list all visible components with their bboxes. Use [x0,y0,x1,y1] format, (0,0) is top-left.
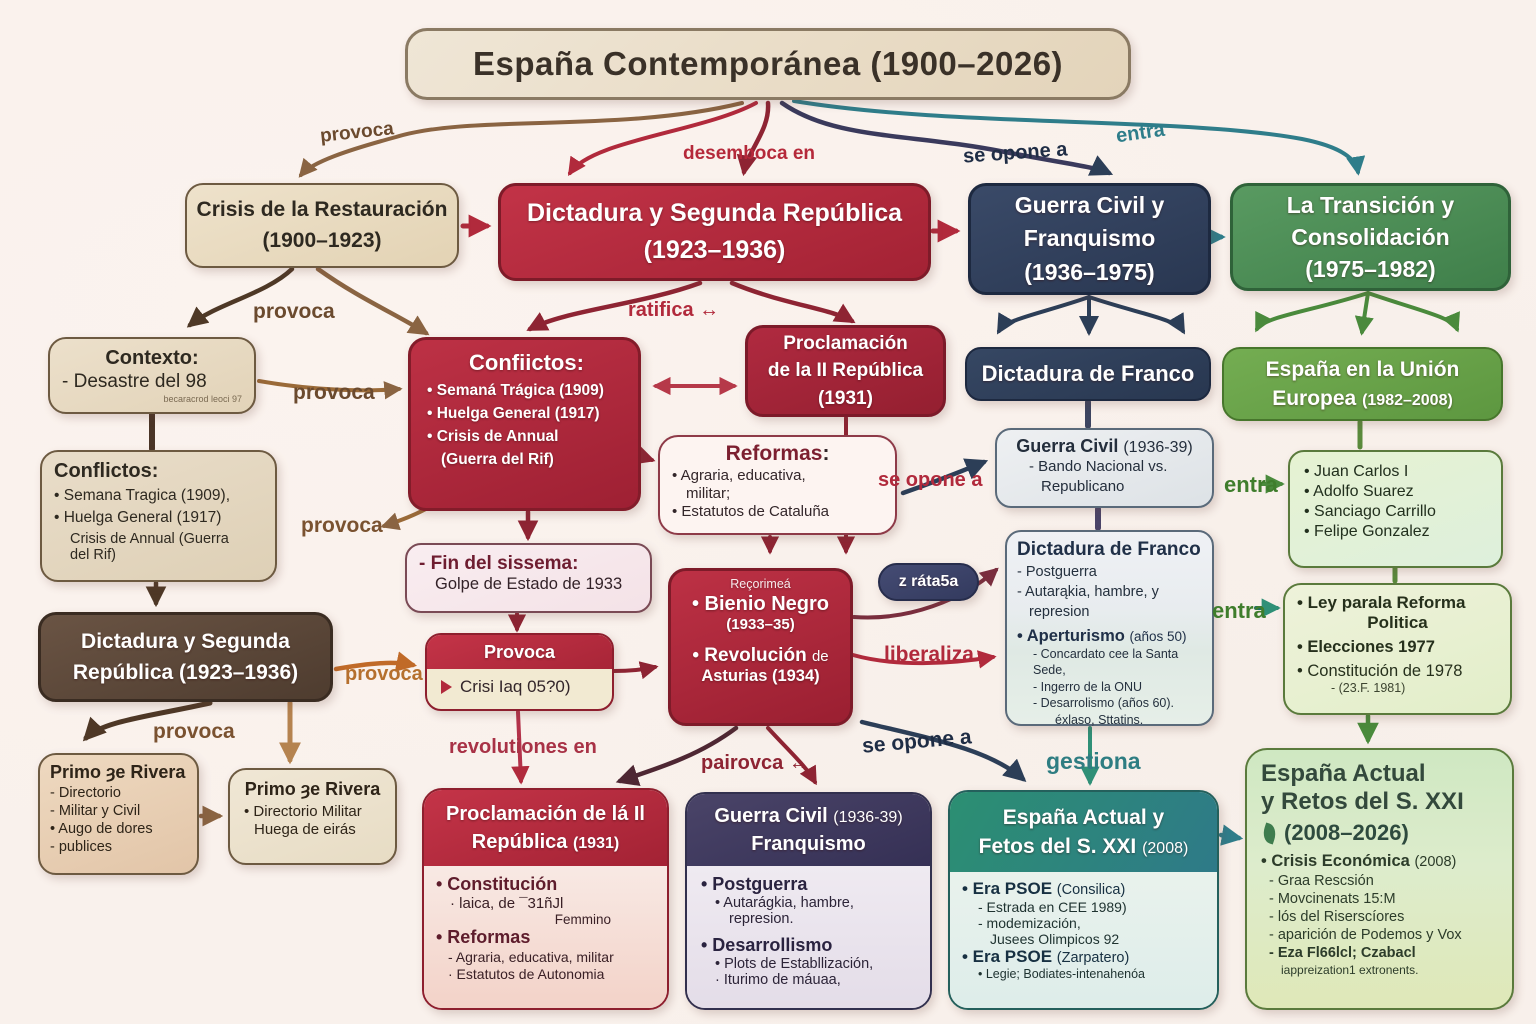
node-provoca-crisis [425,633,614,711]
node-subitem: - (23.F. 1981) [1331,681,1406,695]
node-body [687,866,930,1010]
node-espana-actual-teal [948,790,1219,1010]
node-subtitle: • Desarrollismo [701,935,833,955]
list-item: • Crisis de Annual [427,428,559,445]
bullet-list [1261,873,1498,977]
edge-label-se-opone-a: se opone a [962,138,1069,168]
node-line: (1900–1923) [262,228,382,252]
list-item: · Estatutos de Autonomia [448,966,605,982]
bullet-list [54,487,263,563]
list-item: - Agraria, educativa, militar [448,949,614,965]
node-subtitle: • Constitución [436,874,558,894]
list-item: - Graa Rescsión [1269,873,1374,889]
node-guerra-civil-franquismo [968,183,1211,295]
bullet-list [672,467,883,520]
node-title: Contexto: [105,347,199,369]
node-line: Europea (1982–2008) [1272,387,1453,410]
node-header: Guerra Civil (1936-39) Franquismo [687,794,930,866]
node-lideres-transicion [1288,450,1503,568]
node-title: Conflictos: [54,460,159,482]
node-subtitle: • Postguerra [701,874,808,894]
list-item: • Semaná Trágica (1909) [427,382,604,399]
bullet-list [1304,463,1487,541]
list-item: - Concardato cee la Santa Sede, [1033,647,1179,677]
bullet-list [701,956,916,988]
node-line: y Retos del S. XXI [1261,788,1464,815]
node-title: - Fin del sissema: [419,553,579,574]
node-title: Dictadura de Franco [981,361,1195,386]
bullet-list [701,895,916,927]
edge-label-pairovca: pairovca ↔ [701,752,809,774]
list-item: iappreization1 extronents. [1281,963,1419,977]
edge-label-gestiona: gestiona [1046,748,1141,774]
edge-label-ratifica: ratifica ↔ [628,299,720,321]
edge-label-se-opone-a: se opone a [878,469,983,491]
edge-pill-rata5a: z ráta5a [878,563,979,601]
node-conflictos [40,450,277,582]
leaf-icon [1260,822,1278,844]
node-line: • Bienio Negro [691,593,829,615]
bullet-list [1017,563,1202,621]
edge-label-provoca: provoca [345,663,423,685]
list-item: Crisis de Annual (Guerra [70,531,229,547]
list-item: - Autarąkia, hambre, y [1017,584,1159,601]
list-item: - lós del Riserscíores [1269,909,1405,925]
node-item: Golpe de Estado de 1933 [435,575,623,593]
list-item: (Guerra del Rif) [441,451,554,468]
list-item: - publices [50,839,113,855]
node-subitem: Femmino [554,912,611,927]
list-item: - Estrada en CEE 1989) [978,899,1127,915]
node-line: España en la Unión [1265,357,1460,381]
edge-label-entra: entra [1224,472,1278,497]
bullet-list [50,785,187,855]
node-subtitle: • Reformas [436,927,531,947]
node-item: - Desastre del 98 [62,371,207,392]
node-subtitle: • Aperturismo (años 50) [1017,627,1187,646]
fine-print: becaracrod leoci 97 [163,394,242,404]
node-bienio-negro [668,568,853,726]
node-primo-de-rivera-2 [228,768,397,865]
list-item: del Rif) [70,547,116,563]
node-line: Consolidación [1291,223,1450,250]
node-body [950,872,1217,1010]
edge-label-liberaliza: liberaliza [884,643,974,666]
list-item: • Sanciago Carrillo [1304,503,1436,520]
node-line: (1933–35) [726,616,795,633]
list-item: - aparición de Podemos y Vox [1269,927,1462,943]
node-fin-del-sistema [405,543,652,613]
node-title: Guerra Civil (1936-39) [1016,436,1193,456]
node-contexto [48,337,256,414]
list-item: • Huelga General (1917) [54,509,222,526]
node-line: Proclamación [783,332,908,354]
node-body [427,669,612,705]
list-item: represion [1029,604,1090,621]
node-ley-reforma-politica [1283,583,1512,715]
node-dictadura-franco-detalle [1005,530,1214,726]
bullet-list [1017,647,1202,728]
node-header: Proclamación de lá Il República (1931) [424,790,667,866]
edge-label-revolutiones-en: revolutiones en [449,736,597,758]
node-line: Dictadura y Segunda [81,629,290,653]
edge-label-provoca: provoca [319,118,395,147]
node-title: Primo ȝe Rivera [50,762,186,782]
list-item: • Juan Carlos I [1304,463,1409,480]
edge-label-se-opone-a: se opone a [861,725,973,758]
bullet-list [436,949,655,982]
list-item: - modemización, [978,915,1081,931]
node-header: Provoca [427,635,612,669]
node-line: Asturias (1934) [701,667,820,685]
node-line: La Transición y [1286,191,1455,218]
node-guerra-civil-bandos [995,428,1214,508]
list-item: militar; [686,485,731,502]
node-line: Dictadura y Segunda República [526,198,903,227]
list-item: • Directorio Militar [244,803,362,820]
list-item: - Ingerro de la ONU [1033,679,1143,694]
list-item: • Adolfo Suarez [1304,483,1414,500]
list-item: - Militar y Civil [50,803,141,819]
node-line: • Ley parala Reforma [1297,593,1466,612]
edge-label-provoca: provoca [301,514,383,537]
node-line: Politica [1367,613,1428,632]
node-line: (1936–1975) [1024,258,1155,285]
list-item: • Semana Tragica (1909), [54,487,231,504]
node-espana-union-europea [1222,347,1503,421]
node-item: • Constitución de 1978 [1297,662,1463,680]
edge-label-provoca: provoca [153,720,235,743]
list-item: éxlaso, Sttatins. [1055,712,1144,727]
node-transicion-consolidacion [1230,183,1511,291]
bullet-list [962,899,1205,947]
node-header: España Actual y Fetos del S. XXI (2008) [950,792,1217,872]
list-item: represion. [729,911,794,927]
node-espana-actual-retos [1245,748,1514,1010]
list-item: · Iturimo de máuaa, [715,972,841,988]
node-line: (2008–2026) [1263,820,1498,846]
map-title: España Contemporánea (1900–2026) [405,28,1131,100]
node-proclamacion-ii-republica [745,325,946,417]
node-crisis-restauracion [185,183,459,268]
bullet-list [242,803,383,838]
node-title: Dictadura de Franco [1017,539,1201,560]
triangle-bullet-icon [441,680,452,694]
node-reformas [658,435,897,535]
node-dictadura-de-franco [965,347,1211,401]
node-line: de la II República [767,360,924,382]
list-item: • Agraria, educativa, [672,467,806,484]
node-line: (1923–1936) [643,236,786,264]
list-item: • Autarágkia, hambre, [715,895,854,911]
edge-label-provoca: provoca [253,300,335,323]
list-item: - Postguerra [1017,564,1097,580]
node-conflictos-detalle [408,337,641,511]
node-subtitle: • Era PSOE (Zarpatero) [962,947,1130,966]
list-item: Huega de eirás [254,821,356,838]
node-line: República (1923–1936) [72,661,299,684]
node-item: Crisi Iaq 05?0) [460,677,571,696]
node-line: España Actual [1261,760,1426,787]
node-line: Guerra Civil y [1014,191,1165,218]
edge-label-provoca: provoca [293,381,375,404]
node-dictadura-segunda-brown [38,612,333,702]
list-item: • Felipe Gonzalez [1304,523,1430,540]
node-subtitle: • Crisis Económica (2008) [1261,852,1457,870]
node-line: Crisis de la Restauración [196,198,448,222]
node-proclamacion-detalle [422,788,669,1010]
node-title: Primo ȝe Rivera [244,779,381,799]
edge-label-desemboca-en: desemboca en [683,143,815,164]
node-title: Reformas: [725,442,830,465]
list-item: Jusees Olimpicos 92 [990,931,1120,947]
list-item: - Eza Fl66lcl; Czabacl [1269,945,1416,961]
node-guerra-civil-franquismo-detalle [685,792,932,1010]
list-item: - Movcinenats 15:M [1269,891,1396,907]
edge-label-entra: entra [1114,118,1167,148]
node-body [424,866,667,1010]
node-dictadura-segunda-republica [498,183,931,281]
edge-label-entra: entra [1212,598,1266,623]
node-line: • Revolución de [692,645,829,666]
list-item: - Desarrolismo (años 60). [1033,696,1175,711]
list-item: - Directorio [50,785,121,801]
node-subtitle: • Era PSOE (Consilica) [962,879,1126,898]
node-item: • Elecciones 1977 [1297,638,1435,656]
node-subitem: • Legie; Bodiates-intenahenóa [978,967,1146,981]
fine-print: Reçorimeá [730,577,791,591]
node-line: Republicano [1041,477,1125,495]
node-line: - Bando Nacional vs. [1029,458,1168,475]
node-subitem: · laica, de ¯31ñJl [450,895,564,912]
node-primo-de-rivera-1 [38,753,199,875]
list-item: • Estatutos de Cataluña [672,503,830,520]
bullet-list [427,382,626,469]
list-item: • Augo de dores [50,821,153,837]
node-line: Franquismo [1023,225,1156,252]
node-line: (1975–1982) [1305,256,1436,283]
node-title: Confiictos: [469,350,584,375]
list-item: • Huelga General (1917) [427,405,600,422]
list-item: • Plots de Establlización, [715,956,874,972]
node-line: (1931) [818,387,873,409]
